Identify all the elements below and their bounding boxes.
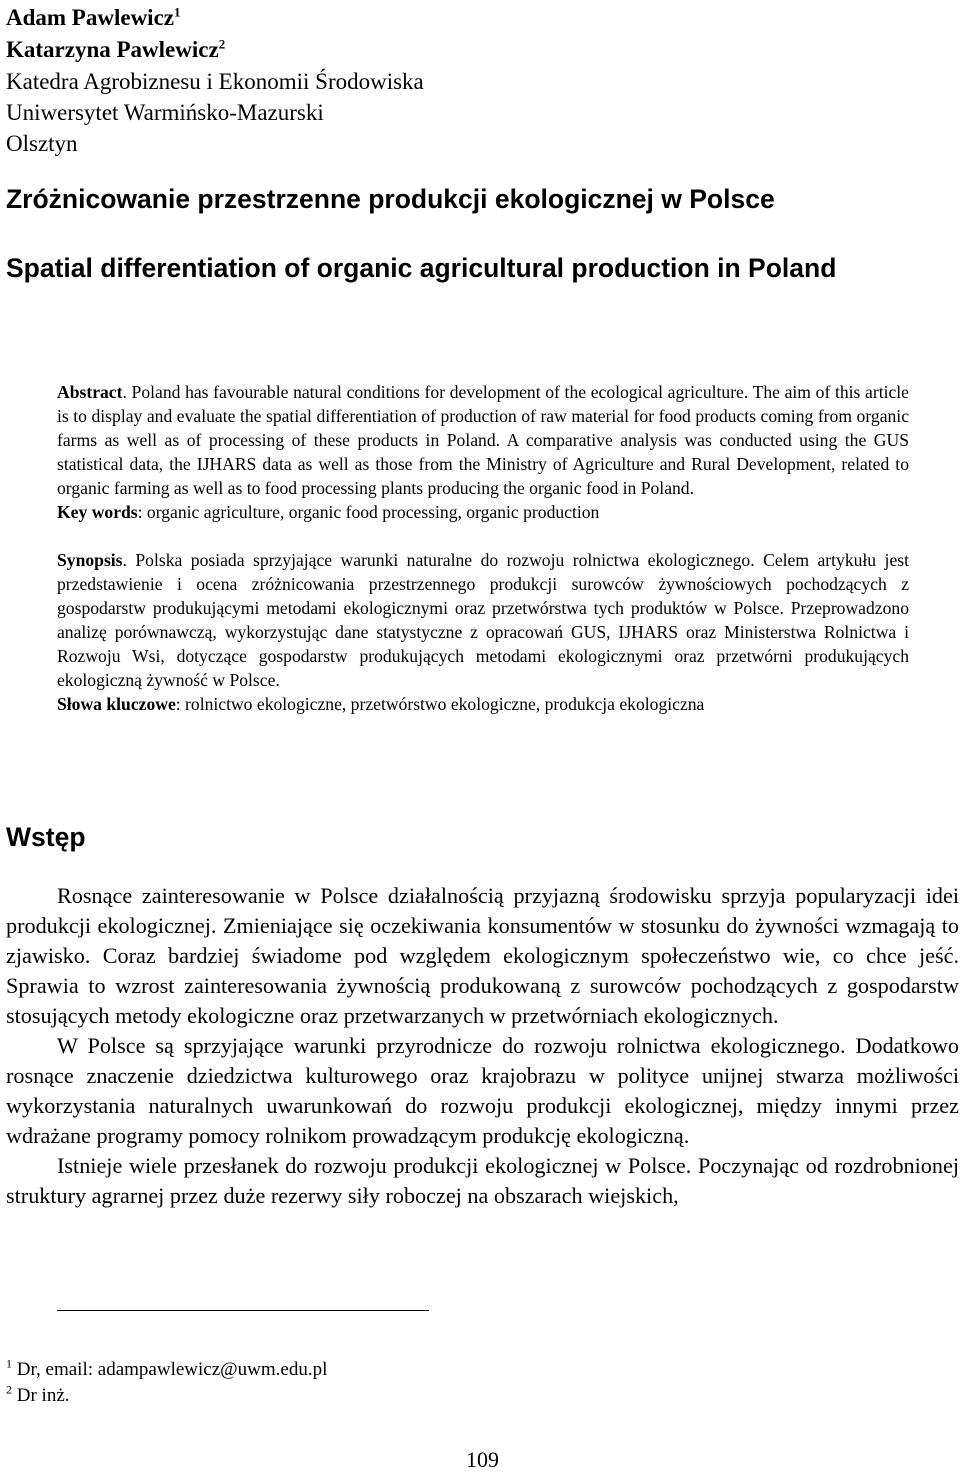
affiliation-department: Katedra Agrobiznesu i Ekonomii Środowiska	[6, 69, 424, 94]
footnote: $^1$ Dr, email: adampawlewicz@uwm.edu.pl	[6, 1356, 328, 1380]
keywords-en: Key words: organic agriculture, organic food processing, organic production	[57, 502, 600, 522]
footnote-mark: 2	[6, 1382, 12, 1397]
keywords-pl-label: Słowa kluczowe	[57, 694, 176, 714]
body-paragraph: W Polsce są sprzyjające warunki przyrodnicze do rozwoju rolnictwa ekologicznego. Dodatkowo rosnące znaczenie dziedzictwa kulturowego oraz krajobrazu w polityce unijnej stwarza możliwości wykorzystania naturalnych uwarunkowań do rozwoju produkcji ekologicznej, między innymi przez wdrażane programy pomocy rolnikom prowadzącym produkcję ekologiczną.	[6, 1033, 959, 1148]
affiliation-city: Olsztyn	[6, 131, 78, 156]
keywords-label: Key words	[57, 502, 138, 522]
title-polish: Zróżnicowanie przestrzenne produkcji ekologicznej w Polsce	[6, 184, 775, 214]
section-heading: Wstęp	[6, 822, 86, 852]
author-name: Adam Pawlewicz$^1$	[6, 4, 181, 30]
abstract-paragraph: Abstract. Poland has favourable natural conditions for development of the ecological agriculture. The aim of this article is to display and evaluate the spatial differentiation of production of raw material for food products coming from organic farms as well as of processing of these products in Poland. A comparative analysis was conducted using the GUS statistical data, the IJHARS data as well as those from the Ministry of Agriculture and Rural Development, related to organic farming as well as to food processing plants producing the organic food in Poland.	[57, 382, 909, 498]
keywords-pl: Słowa kluczowe: rolnictwo ekologiczne, przetwórstwo ekologiczne, produkcja ekologiczna	[57, 694, 705, 714]
synopsis-paragraph: Synopsis. Polska posiada sprzyjające warunki naturalne do rozwoju rolnictwa ekologicznego. Celem artykułu jest przedstawienie i ocena zróżnicowania przestrzennego produkcji surowców żywnościowych pochodzących z gospodarstw produkującymi metodami ekologicznymi oraz przetwórstwa tych produktów w Polsce. Przeprowadzono analizę porównawczą, wykorzystując dane statystyczne z opracowań GUS, IJHARS oraz Ministerstwa Rolnictwa i Rozwoju Wsi, dotyczące gospodarstw produkujących metodami ekologicznymi oraz przetwórni produkujących ekologiczną żywność w Polsce.	[57, 550, 909, 690]
footnote-ref: 2	[218, 36, 226, 52]
abstract-block	[57, 380, 909, 716]
footnote: $^2$ Dr inż.	[6, 1382, 70, 1406]
page-number: 109	[466, 1447, 499, 1472]
abstract-label: Abstract	[57, 382, 123, 402]
body-paragraph: Istnieje wiele przesłanek do rozwoju produkcji ekologicznej w Polsce. Poczynając od rozdrobnionej struktury agrarnej przez duże rezerwy siły roboczej na obszarach wiejskich,	[6, 1153, 959, 1208]
affiliation-university: Uniwersytet Warmińsko-Mazurski	[6, 100, 324, 125]
author-name: Katarzyna Pawlewicz$^2$	[6, 36, 226, 62]
footnote-mark: 1	[6, 1356, 12, 1371]
body-text	[6, 881, 959, 1211]
synopsis-label: Synopsis	[57, 550, 123, 570]
footnote-separator	[57, 1310, 429, 1311]
author-block	[6, 2, 946, 159]
body-paragraph: Rosnące zainteresowanie w Polsce działalnością przyjazną środowisku sprzyja popularyzacji idei produkcji ekologicznej. Zmieniające się oczekiwania konsumentów w stosunku do żywności wzmagają to zjawisko. Coraz bardziej świadome pod względem ekologicznym społeczeństwo wie, co chce jeść. Sprawia to wzrost zainteresowania żywnością produkowaną z surowców pochodzących z gospodarstw stosujących metody ekologiczne oraz przetwarzanych w przetwórniach ekologicznych.	[6, 883, 959, 1028]
footnotes	[6, 1357, 327, 1409]
title-english: Spatial differentiation of organic agricultural production in Poland	[6, 253, 837, 283]
footnote-ref: 1	[174, 4, 181, 20]
